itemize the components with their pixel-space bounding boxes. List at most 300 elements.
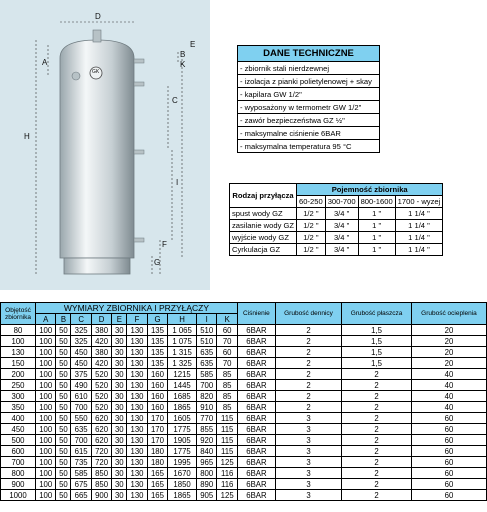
table-cell: 180 [147, 457, 167, 468]
dimension-letter: K [217, 314, 237, 325]
capacity-range: 800-1600 [358, 196, 395, 208]
table-cell: 2 [342, 391, 412, 402]
table-cell: 30 [112, 479, 127, 490]
connection-label: zasilanie wody GZ [230, 220, 297, 232]
dim-label-b: B [180, 50, 186, 59]
table-cell: 130 [127, 380, 147, 391]
table-cell: 100 [36, 369, 56, 380]
table-cell: 1 075 [168, 336, 197, 347]
table-cell: 160 [147, 391, 167, 402]
connection-type-header: Rodzaj przyłącza [230, 184, 297, 208]
table-cell: 100 [36, 468, 56, 479]
thermometer-badge: GK [92, 69, 100, 75]
table-cell: 6BAR [237, 358, 275, 369]
table-cell: 3 [275, 424, 341, 435]
table-cell: 125 [217, 457, 237, 468]
table-cell: 2 [342, 435, 412, 446]
table-cell: 450 [71, 347, 91, 358]
table-cell: 620 [91, 413, 111, 424]
table-cell: 2 [342, 402, 412, 413]
table-row [1, 347, 487, 358]
table-cell: 3 [275, 468, 341, 479]
table-cell: 100 [36, 413, 56, 424]
table-cell: 585 [71, 468, 91, 479]
table-cell: 2 [275, 369, 341, 380]
table-row [230, 208, 443, 220]
table-cell: 30 [112, 490, 127, 501]
table-cell: 1000 [1, 490, 36, 501]
cell: 1/2 " [297, 232, 326, 244]
dim-label-a: A [42, 58, 48, 67]
table-cell: 720 [91, 457, 111, 468]
table-cell: 890 [196, 479, 216, 490]
table-cell: 50 [56, 391, 71, 402]
table-cell: 735 [71, 457, 91, 468]
table-row [1, 369, 487, 380]
table-cell: 40 [411, 402, 486, 413]
table-cell: 50 [56, 380, 71, 391]
table-cell: 2 [275, 336, 341, 347]
technical-data-line: - zawór bezpieczeństwa GZ ½" [238, 114, 379, 127]
dimensions-body [1, 325, 487, 501]
capacity-range: 300-700 [325, 196, 358, 208]
table-cell: 20 [411, 358, 486, 369]
cell: 1 1/4 " [395, 232, 443, 244]
table-cell: 6BAR [237, 435, 275, 446]
table-cell: 130 [127, 468, 147, 479]
table-cell: 635 [71, 424, 91, 435]
table-cell: 610 [71, 391, 91, 402]
cell: 1/2 " [297, 220, 326, 232]
table-cell: 130 [127, 479, 147, 490]
table-cell: 1775 [168, 446, 197, 457]
table-cell: 585 [196, 369, 216, 380]
table-cell: 130 [127, 402, 147, 413]
dimensions-group-header: WYMIARY ZBIORNIKA I PRZYŁĄCZY [36, 303, 238, 314]
table-cell: 2 [342, 479, 412, 490]
table-cell: 700 [71, 402, 91, 413]
table-cell: 6BAR [237, 457, 275, 468]
table-cell: 1,5 [342, 325, 412, 336]
table-cell: 3 [275, 457, 341, 468]
table-cell: 30 [112, 325, 127, 336]
table-cell: 2 [342, 424, 412, 435]
table-cell: 125 [217, 490, 237, 501]
table-cell: 80 [1, 325, 36, 336]
table-cell: 160 [147, 369, 167, 380]
table-cell: 100 [1, 336, 36, 347]
capacity-range: 1700 - wyzej [395, 196, 443, 208]
table-cell: 50 [56, 402, 71, 413]
table-cell: 115 [217, 446, 237, 457]
connection-label: wyjście wody GZ [230, 232, 297, 244]
table-cell: 510 [196, 336, 216, 347]
table-cell: 450 [71, 358, 91, 369]
table-cell: 60 [217, 347, 237, 358]
capacity-range: 60-250 [297, 196, 326, 208]
table-cell: 135 [147, 336, 167, 347]
table-cell: 135 [147, 358, 167, 369]
technical-data-line: - kapilara GW 1/2" [238, 88, 379, 101]
table-cell: 1865 [168, 490, 197, 501]
table-cell: 850 [91, 468, 111, 479]
table-cell: 850 [91, 479, 111, 490]
table-cell: 2 [342, 446, 412, 457]
table-cell: 100 [36, 446, 56, 457]
table-cell: 400 [1, 413, 36, 424]
technical-data-title: DANE TECHNICZNE [238, 46, 379, 62]
table-cell: 30 [112, 424, 127, 435]
table-cell: 800 [196, 468, 216, 479]
table-row [1, 446, 487, 457]
table-cell: 50 [56, 347, 71, 358]
table-cell: 30 [112, 391, 127, 402]
dimension-letter: H [168, 314, 197, 325]
cell: 1 " [358, 220, 395, 232]
table-cell: 520 [91, 402, 111, 413]
table-row [1, 457, 487, 468]
dimension-letter: G [147, 314, 167, 325]
table-cell: 130 [127, 435, 147, 446]
table-cell: 100 [36, 402, 56, 413]
table-cell: 1,5 [342, 336, 412, 347]
dimension-letter: F [127, 314, 147, 325]
dim-label-k: K [180, 60, 186, 69]
table-cell: 665 [71, 490, 91, 501]
table-cell: 620 [91, 435, 111, 446]
table-cell: 6BAR [237, 347, 275, 358]
connection-label: Cyrkulacja GZ [230, 244, 297, 256]
table-cell: 2 [342, 369, 412, 380]
table-row [1, 468, 487, 479]
table-cell: 130 [1, 347, 36, 358]
table-cell: 50 [56, 336, 71, 347]
cell: 3/4 " [325, 208, 358, 220]
table-cell: 30 [112, 413, 127, 424]
table-cell: 40 [411, 391, 486, 402]
table-cell: 855 [196, 424, 216, 435]
table-cell: 100 [36, 336, 56, 347]
dim-label-i: I [176, 178, 179, 187]
table-cell: 30 [112, 380, 127, 391]
table-cell: 50 [56, 457, 71, 468]
table-cell: 130 [127, 446, 147, 457]
table-cell: 375 [71, 369, 91, 380]
table-cell: 500 [1, 435, 36, 446]
table-cell: 165 [147, 479, 167, 490]
table-cell: 50 [56, 490, 71, 501]
table-cell: 150 [1, 358, 36, 369]
table-cell: 30 [112, 347, 127, 358]
dim-label-e: E [190, 40, 196, 49]
table-cell: 6BAR [237, 336, 275, 347]
cell: 1 1/4 " [395, 220, 443, 232]
table-cell: 3 [275, 490, 341, 501]
table-cell: 2 [342, 457, 412, 468]
table-cell: 115 [217, 435, 237, 446]
table-cell: 1,5 [342, 358, 412, 369]
table-cell: 30 [112, 402, 127, 413]
table-cell: 3 [275, 446, 341, 457]
cell: 3/4 " [325, 220, 358, 232]
table-cell: 3 [275, 435, 341, 446]
cell: 3/4 " [325, 244, 358, 256]
table-row [1, 435, 487, 446]
table-cell: 170 [147, 435, 167, 446]
table-cell: 615 [71, 446, 91, 457]
table-cell: 30 [112, 468, 127, 479]
table-cell: 50 [56, 479, 71, 490]
table-cell: 550 [71, 413, 91, 424]
table-cell: 1865 [168, 402, 197, 413]
cell: 1/2 " [297, 208, 326, 220]
table-cell: 820 [196, 391, 216, 402]
table-cell: 300 [1, 391, 36, 402]
table-cell: 130 [127, 490, 147, 501]
table-row [1, 380, 487, 391]
table-cell: 6BAR [237, 413, 275, 424]
table-cell: 30 [112, 457, 127, 468]
table-cell: 510 [196, 325, 216, 336]
table-cell: 920 [196, 435, 216, 446]
table-cell: 100 [36, 435, 56, 446]
table-cell: 6BAR [237, 468, 275, 479]
table-cell: 130 [127, 413, 147, 424]
table-row [230, 220, 443, 232]
table-cell: 700 [1, 457, 36, 468]
table-cell: 840 [196, 446, 216, 457]
dim-label-d: D [95, 12, 101, 21]
table-cell: 200 [1, 369, 36, 380]
table-cell: 770 [196, 413, 216, 424]
table-cell: 520 [91, 380, 111, 391]
table-cell: 30 [112, 369, 127, 380]
table-cell: 2 [275, 347, 341, 358]
table-cell: 2 [342, 468, 412, 479]
table-cell: 50 [56, 358, 71, 369]
table-cell: 20 [411, 347, 486, 358]
table-row [1, 413, 487, 424]
table-cell: 6BAR [237, 380, 275, 391]
table-cell: 100 [36, 347, 56, 358]
table-cell: 130 [127, 325, 147, 336]
technical-data-line: - maksymalne ciśnienie 6BAR [238, 127, 379, 140]
table-cell: 85 [217, 369, 237, 380]
technical-data-line: - maksymalna temperatura 95 °C [240, 142, 352, 151]
table-cell: 100 [36, 479, 56, 490]
table-cell: 6BAR [237, 479, 275, 490]
table-cell: 70 [217, 336, 237, 347]
table-cell: 100 [36, 380, 56, 391]
table-cell: 100 [36, 391, 56, 402]
technical-data-line: - zbiornik stali nierdzewnej [238, 62, 379, 75]
table-cell: 130 [127, 424, 147, 435]
table-cell: 1995 [168, 457, 197, 468]
table-cell: 490 [71, 380, 91, 391]
cell: 1 " [358, 232, 395, 244]
table-cell: 85 [217, 402, 237, 413]
table-cell: 115 [217, 424, 237, 435]
dimension-letter: E [112, 314, 127, 325]
table-cell: 1 325 [168, 358, 197, 369]
table-cell: 116 [217, 479, 237, 490]
table-cell: 720 [91, 446, 111, 457]
table-cell: 700 [196, 380, 216, 391]
table-cell: 30 [112, 336, 127, 347]
table-cell: 50 [56, 369, 71, 380]
table-row [1, 490, 487, 501]
table-cell: 160 [147, 402, 167, 413]
table-cell: 50 [56, 325, 71, 336]
table-cell: 6BAR [237, 391, 275, 402]
table-cell: 450 [1, 424, 36, 435]
table-cell: 100 [36, 325, 56, 336]
table-cell: 60 [411, 468, 486, 479]
table-cell: 420 [91, 336, 111, 347]
cell: 3/4 " [325, 232, 358, 244]
dim-label-f: F [162, 240, 167, 249]
shell-thickness-header: Grubość płaszcza [342, 303, 412, 325]
dimension-letter: D [91, 314, 111, 325]
table-cell: 180 [147, 446, 167, 457]
table-cell: 250 [1, 380, 36, 391]
table-cell: 100 [36, 457, 56, 468]
cell: 1 " [358, 244, 395, 256]
table-cell: 100 [36, 424, 56, 435]
table-cell: 6BAR [237, 402, 275, 413]
table-row [230, 232, 443, 244]
table-cell: 130 [127, 358, 147, 369]
table-cell: 325 [71, 325, 91, 336]
table-row [1, 479, 487, 490]
table-cell: 910 [196, 402, 216, 413]
table-cell: 520 [91, 391, 111, 402]
table-cell: 3 [275, 413, 341, 424]
table-cell: 130 [127, 391, 147, 402]
table-cell: 2 [275, 380, 341, 391]
table-cell: 60 [411, 457, 486, 468]
table-cell: 100 [36, 358, 56, 369]
table-row [230, 244, 443, 256]
table-cell: 20 [411, 336, 486, 347]
table-cell: 6BAR [237, 369, 275, 380]
table-cell: 635 [196, 347, 216, 358]
table-cell: 115 [217, 413, 237, 424]
dim-label-h: H [24, 132, 30, 141]
connection-label: spust wody GZ [230, 208, 297, 220]
table-cell: 30 [112, 446, 127, 457]
table-cell: 70 [217, 358, 237, 369]
table-row [1, 325, 487, 336]
table-cell: 600 [1, 446, 36, 457]
table-cell: 350 [1, 402, 36, 413]
table-cell: 60 [411, 424, 486, 435]
table-cell: 40 [411, 380, 486, 391]
table-cell: 60 [411, 435, 486, 446]
table-cell: 1685 [168, 391, 197, 402]
table-cell: 6BAR [237, 424, 275, 435]
table-cell: 675 [71, 479, 91, 490]
table-cell: 30 [112, 358, 127, 369]
table-cell: 520 [91, 369, 111, 380]
table-cell: 40 [411, 369, 486, 380]
table-row [1, 391, 487, 402]
table-cell: 20 [411, 325, 486, 336]
table-cell: 130 [127, 336, 147, 347]
volume-header: Objętość zbiornika [1, 303, 36, 325]
table-cell: 1775 [168, 424, 197, 435]
table-cell: 380 [91, 347, 111, 358]
table-cell: 165 [147, 490, 167, 501]
table-cell: 1670 [168, 468, 197, 479]
dimensions-table [0, 302, 487, 501]
bottom-thickness-header: Grubość dennicy [275, 303, 341, 325]
table-cell: 170 [147, 413, 167, 424]
table-cell: 1,5 [342, 347, 412, 358]
table-cell: 1215 [168, 369, 197, 380]
table-row [1, 424, 487, 435]
table-cell: 2 [342, 490, 412, 501]
dimension-letter: C [71, 314, 91, 325]
table-cell: 60 [411, 479, 486, 490]
table-cell: 700 [71, 435, 91, 446]
table-cell: 1850 [168, 479, 197, 490]
table-cell: 2 [275, 325, 341, 336]
pressure-header: Ciśnienie [237, 303, 275, 325]
table-cell: 2 [275, 391, 341, 402]
table-cell: 3 [275, 479, 341, 490]
table-cell: 60 [411, 446, 486, 457]
table-cell: 130 [127, 369, 147, 380]
table-cell: 2 [275, 358, 341, 369]
table-cell: 2 [275, 402, 341, 413]
dimension-letter: B [56, 314, 71, 325]
table-cell: 620 [91, 424, 111, 435]
table-cell: 85 [217, 391, 237, 402]
table-cell: 165 [147, 468, 167, 479]
table-cell: 1 315 [168, 347, 197, 358]
dim-label-g: G [154, 258, 161, 267]
table-cell: 6BAR [237, 325, 275, 336]
table-cell: 85 [217, 380, 237, 391]
capacity-header: Pojemność zbiornika [297, 184, 443, 196]
table-cell: 905 [196, 490, 216, 501]
table-cell: 50 [56, 413, 71, 424]
table-cell: 6BAR [237, 446, 275, 457]
table-cell: 2 [342, 413, 412, 424]
cell: 1 " [358, 208, 395, 220]
table-cell: 130 [127, 347, 147, 358]
table-cell: 380 [91, 325, 111, 336]
cell: 1/2 " [297, 244, 326, 256]
table-cell: 50 [56, 435, 71, 446]
table-row [1, 336, 487, 347]
dim-label-c: C [172, 96, 178, 105]
table-cell: 60 [411, 490, 486, 501]
table-cell: 60 [217, 325, 237, 336]
table-cell: 635 [196, 358, 216, 369]
table-cell: 800 [1, 468, 36, 479]
table-cell: 30 [112, 435, 127, 446]
dimension-letter: I [196, 314, 216, 325]
table-cell: 965 [196, 457, 216, 468]
table-cell: 50 [56, 446, 71, 457]
table-cell: 325 [71, 336, 91, 347]
table-cell: 420 [91, 358, 111, 369]
insulation-thickness-header: Grubość ocieplenia [411, 303, 486, 325]
table-cell: 60 [411, 413, 486, 424]
table-cell: 2 [342, 380, 412, 391]
